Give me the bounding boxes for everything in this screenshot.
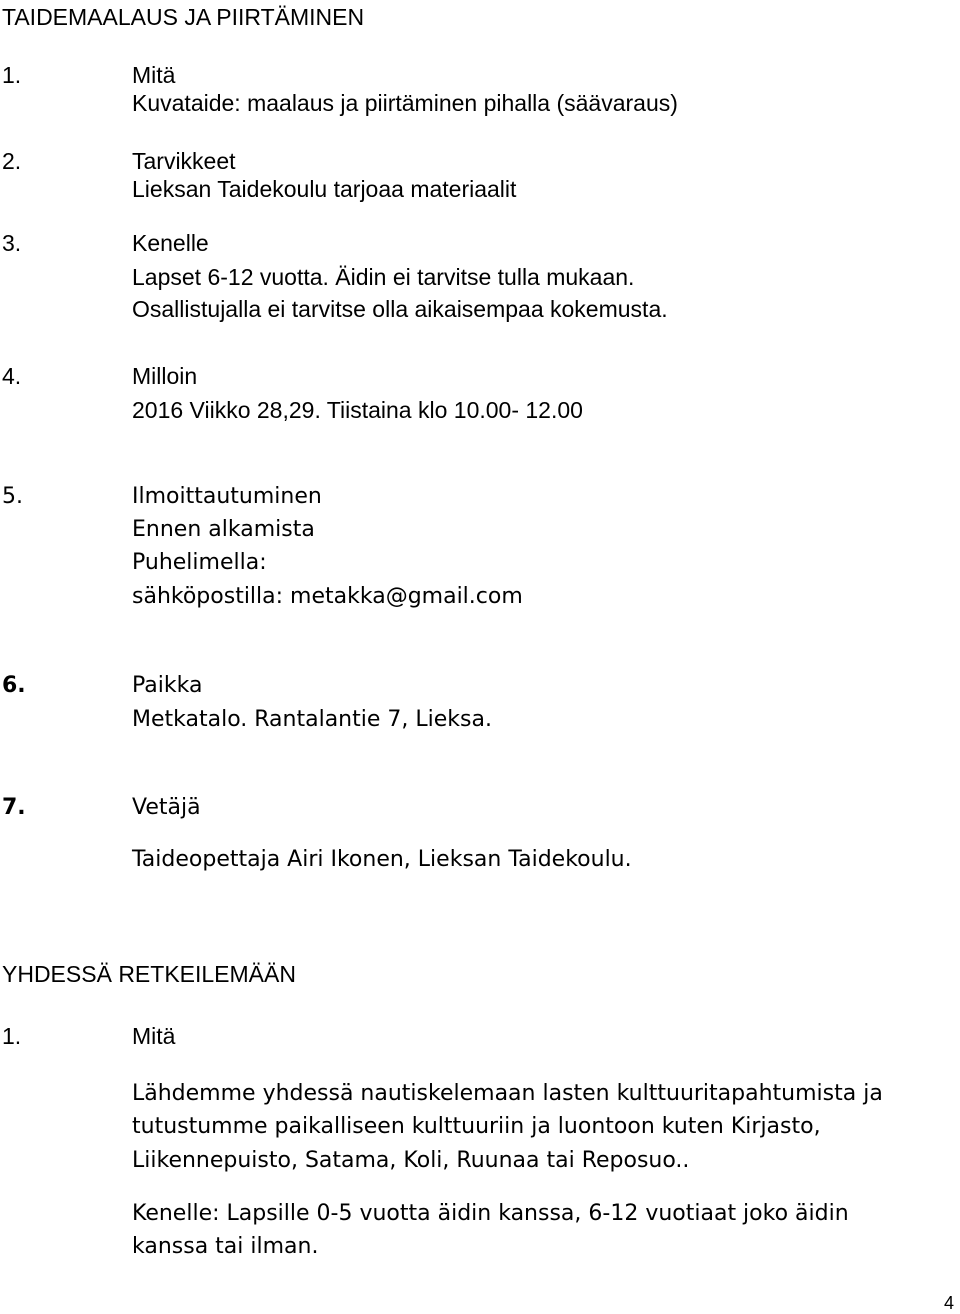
item-text: Taideopettaja Airi Ikonen, Lieksan Taidekoulu.	[132, 847, 632, 872]
item-number: 1.	[2, 1023, 22, 1049]
item-text: 2016 Viikko 28,29. Tiistaina klo 10.00- 12.00	[132, 397, 583, 423]
paragraph-line: Liikennepuisto, Satama, Koli, Ruunaa tai Reposuo..	[132, 1148, 690, 1173]
kenelle-line: kanssa tai ilman.	[132, 1234, 319, 1259]
item-text-email: sähköpostilla: metakka@gmail.com	[132, 584, 523, 609]
item-number: 3.	[2, 230, 22, 256]
paragraph-line: tutustumme paikalliseen kulttuuriin ja luontoon kuten Kirjasto,	[132, 1114, 821, 1139]
item-text: Lapset 6-12 vuotta. Äidin ei tarvitse tulla mukaan.	[132, 264, 635, 290]
item-number: 5.	[2, 484, 23, 509]
section-heading-taidemaalaus: TAIDEMAALAUS JA PIIRTÄMINEN	[2, 4, 365, 30]
item-number: 4.	[2, 363, 22, 389]
section-heading-yhdessa-retkeilemaan: YHDESSÄ RETKEILEMÄÄN	[2, 961, 296, 987]
item-label-tarvikkeet: Tarvikkeet	[132, 148, 236, 174]
paragraph-line: Lähdemme yhdessä nautiskelemaan lasten kulttuuritapahtumista ja	[132, 1081, 883, 1106]
item-text: Metkatalo. Rantalantie 7, Lieksa.	[132, 707, 492, 732]
item-text: Lieksan Taidekoulu tarjoaa materiaalit	[132, 176, 517, 202]
item-text: Ennen alkamista	[132, 517, 315, 542]
item-label-vetaja: Vetäjä	[132, 795, 201, 820]
item-number: 2.	[2, 148, 22, 174]
item-text: Kuvataide: maalaus ja piirtäminen pihalla (säävaraus)	[132, 90, 678, 116]
item-number: 1.	[2, 62, 22, 88]
item-label-mita: Mitä	[132, 1023, 176, 1049]
item-label-milloin: Milloin	[132, 363, 198, 389]
item-label-paikka: Paikka	[132, 673, 203, 698]
page-number: 4	[943, 1293, 954, 1313]
item-label-kenelle: Kenelle	[132, 230, 209, 256]
item-text: Osallistujalla ei tarvitse olla aikaisempaa kokemusta.	[132, 296, 668, 322]
item-number: 7.	[2, 795, 26, 820]
item-label-mita: Mitä	[132, 62, 176, 88]
kenelle-line: Kenelle: Lapsille 0-5 vuotta äidin kanssa, 6-12 vuotiaat joko äidin	[132, 1201, 849, 1226]
item-label-ilmoittautuminen: Ilmoittautuminen	[132, 484, 322, 509]
item-number: 6.	[2, 673, 26, 698]
item-text: Puhelimella:	[132, 550, 267, 575]
